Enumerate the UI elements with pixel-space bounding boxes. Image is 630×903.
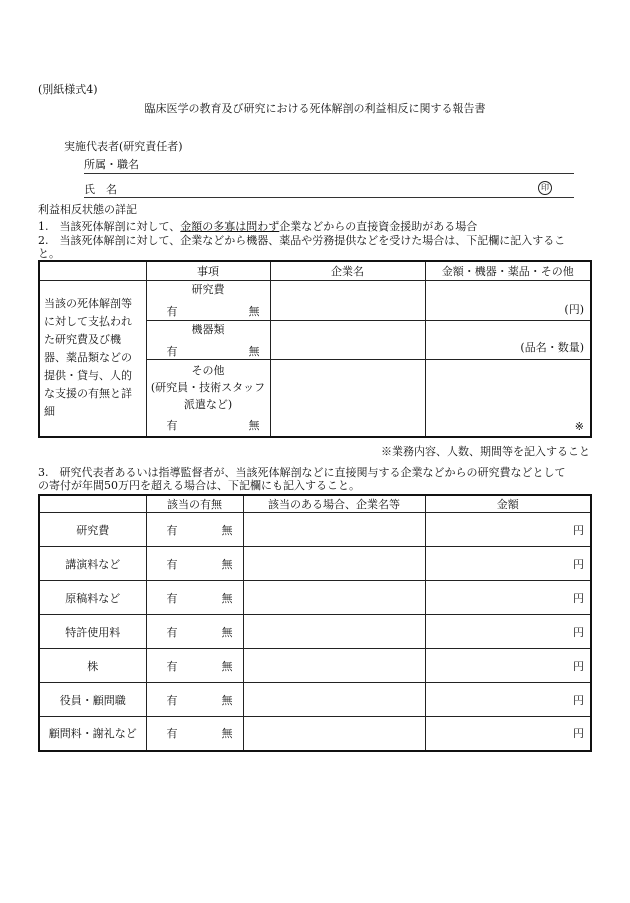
equipment-cell bbox=[146, 320, 270, 359]
amount-input[interactable]: 円 bbox=[425, 547, 591, 581]
amount-input[interactable]: 円 bbox=[425, 717, 591, 751]
table-row bbox=[39, 649, 591, 683]
support-table-corner bbox=[39, 261, 146, 280]
row-label: 原稿料など bbox=[39, 581, 146, 615]
yes-no-cell bbox=[146, 547, 243, 581]
item1-underlined: 金額の多寡は問わず bbox=[180, 220, 280, 233]
name-field-line[interactable] bbox=[84, 197, 574, 198]
support-table bbox=[38, 260, 592, 438]
no-option[interactable]: 無 bbox=[221, 557, 233, 571]
no-option[interactable]: 無 bbox=[248, 419, 260, 433]
no-option[interactable]: 無 bbox=[248, 305, 260, 318]
item3-line1: 3. 研究代表者あるいは指導監督者が、当該死体解剖などに直接関与する企業などからの研究費などとして bbox=[38, 466, 566, 479]
company-input[interactable] bbox=[270, 320, 425, 359]
amount-input[interactable]: 円 bbox=[425, 581, 591, 615]
research-fund-label: 研究費 bbox=[191, 283, 225, 296]
no-option[interactable]: 無 bbox=[221, 625, 233, 639]
seal-mark bbox=[538, 180, 552, 195]
item2-line2: と。 bbox=[38, 247, 60, 260]
header-item: 事項 bbox=[146, 261, 270, 280]
item1-prefix: 1. 当該死体解剖に対して、 bbox=[38, 220, 181, 233]
affiliation-field-line[interactable] bbox=[84, 173, 574, 174]
company-input[interactable] bbox=[243, 615, 425, 649]
donation-table bbox=[38, 494, 592, 752]
item3-line2: の寄付が年間50万円を超える場合は、下記欄にも記入すること。 bbox=[38, 479, 360, 492]
yes-no-cell bbox=[146, 581, 243, 615]
yes-option[interactable]: 有 bbox=[166, 693, 178, 707]
item1-suffix: 企業などからの直接資金援助がある場合 bbox=[279, 220, 478, 233]
support-row-label: 当該の死体解剖等に対して支払われた研究費及び機器、薬品類などの提供・貸与、人的な支援の有無と詳細 bbox=[39, 280, 146, 437]
amount-input[interactable]: 円 bbox=[425, 513, 591, 547]
table-row bbox=[39, 683, 591, 717]
row-label: 役員・顧問職 bbox=[39, 683, 146, 717]
amount-input[interactable]: 円 bbox=[425, 615, 591, 649]
donation-table-corner bbox=[39, 495, 146, 513]
document-title: 臨床医学の教育及び研究における死体解剖の利益相反に関する報告書 bbox=[144, 102, 486, 115]
affiliation-label: 所属・職名 bbox=[84, 158, 139, 171]
yes-option[interactable]: 有 bbox=[166, 305, 178, 318]
other-cell bbox=[146, 359, 270, 437]
yes-option[interactable]: 有 bbox=[166, 727, 178, 741]
amount-cell[interactable]: (円) bbox=[425, 280, 591, 320]
equipment-amount-cell[interactable]: (品名・数量) bbox=[425, 320, 591, 359]
reporter-role-label: 実施代表者(研究責任者) bbox=[64, 140, 183, 153]
header-applicable: 該当の有無 bbox=[146, 495, 243, 513]
form-id: (別紙様式4) bbox=[38, 83, 98, 96]
company-input[interactable] bbox=[243, 683, 425, 717]
company-input[interactable] bbox=[243, 649, 425, 683]
yes-option[interactable]: 有 bbox=[166, 523, 178, 537]
seal-icon: 印 bbox=[538, 181, 552, 195]
header-company: 企業名 bbox=[270, 261, 425, 280]
yes-no-cell bbox=[146, 615, 243, 649]
yes-no-cell bbox=[146, 513, 243, 547]
yes-no-cell bbox=[146, 717, 243, 751]
yes-option[interactable]: 有 bbox=[166, 659, 178, 673]
item2-line1: 2. 当該死体解剖に対して、企業などから機器、薬品や労務提供などを受けた場合は、下記欄に記入するこ bbox=[38, 234, 566, 247]
no-option[interactable]: 無 bbox=[221, 727, 233, 741]
header-amount: 金額 bbox=[425, 495, 591, 513]
company-input[interactable] bbox=[243, 547, 425, 581]
conflict-heading: 利益相反状態の詳記 bbox=[38, 203, 137, 216]
yes-no-cell bbox=[146, 649, 243, 683]
table-row bbox=[39, 513, 591, 547]
yes-no-cell bbox=[146, 683, 243, 717]
no-option[interactable]: 無 bbox=[221, 659, 233, 673]
research-fund-cell bbox=[146, 280, 270, 320]
table-row bbox=[39, 547, 591, 581]
yes-option[interactable]: 有 bbox=[166, 625, 178, 639]
company-input[interactable] bbox=[243, 717, 425, 751]
table1-footnote: ※業務内容、人数、期間等を記入すること bbox=[381, 445, 590, 458]
row-label: 顧問料・謝礼など bbox=[39, 717, 146, 751]
no-option[interactable]: 無 bbox=[221, 523, 233, 537]
table-row bbox=[39, 615, 591, 649]
amount-input[interactable]: 円 bbox=[425, 649, 591, 683]
company-input[interactable] bbox=[243, 513, 425, 547]
no-option[interactable]: 無 bbox=[248, 344, 260, 358]
other-amount-cell[interactable]: ※ bbox=[425, 359, 591, 437]
header-company-name: 該当のある場合、企業名等 bbox=[243, 495, 425, 513]
yes-option[interactable]: 有 bbox=[166, 419, 178, 433]
yes-option[interactable]: 有 bbox=[166, 344, 178, 358]
company-input[interactable] bbox=[270, 359, 425, 437]
table-row bbox=[39, 581, 591, 615]
company-input[interactable] bbox=[270, 280, 425, 320]
row-label: 株 bbox=[39, 649, 146, 683]
company-input[interactable] bbox=[243, 581, 425, 615]
other-label: その他 (研究員・技術スタッフ派遣など) bbox=[150, 364, 266, 412]
row-label: 研究費 bbox=[39, 513, 146, 547]
row-label: 特許使用料 bbox=[39, 615, 146, 649]
yes-option[interactable]: 有 bbox=[166, 591, 178, 605]
amount-input[interactable]: 円 bbox=[425, 683, 591, 717]
yes-option[interactable]: 有 bbox=[166, 557, 178, 571]
row-label: 講演料など bbox=[39, 547, 146, 581]
table-row bbox=[39, 717, 591, 751]
equipment-label: 機器類 bbox=[191, 322, 225, 336]
no-option[interactable]: 無 bbox=[221, 693, 233, 707]
no-option[interactable]: 無 bbox=[221, 591, 233, 605]
name-label: 氏 名 bbox=[84, 183, 117, 196]
header-amount: 金額・機器・薬品・その他 bbox=[425, 261, 591, 280]
